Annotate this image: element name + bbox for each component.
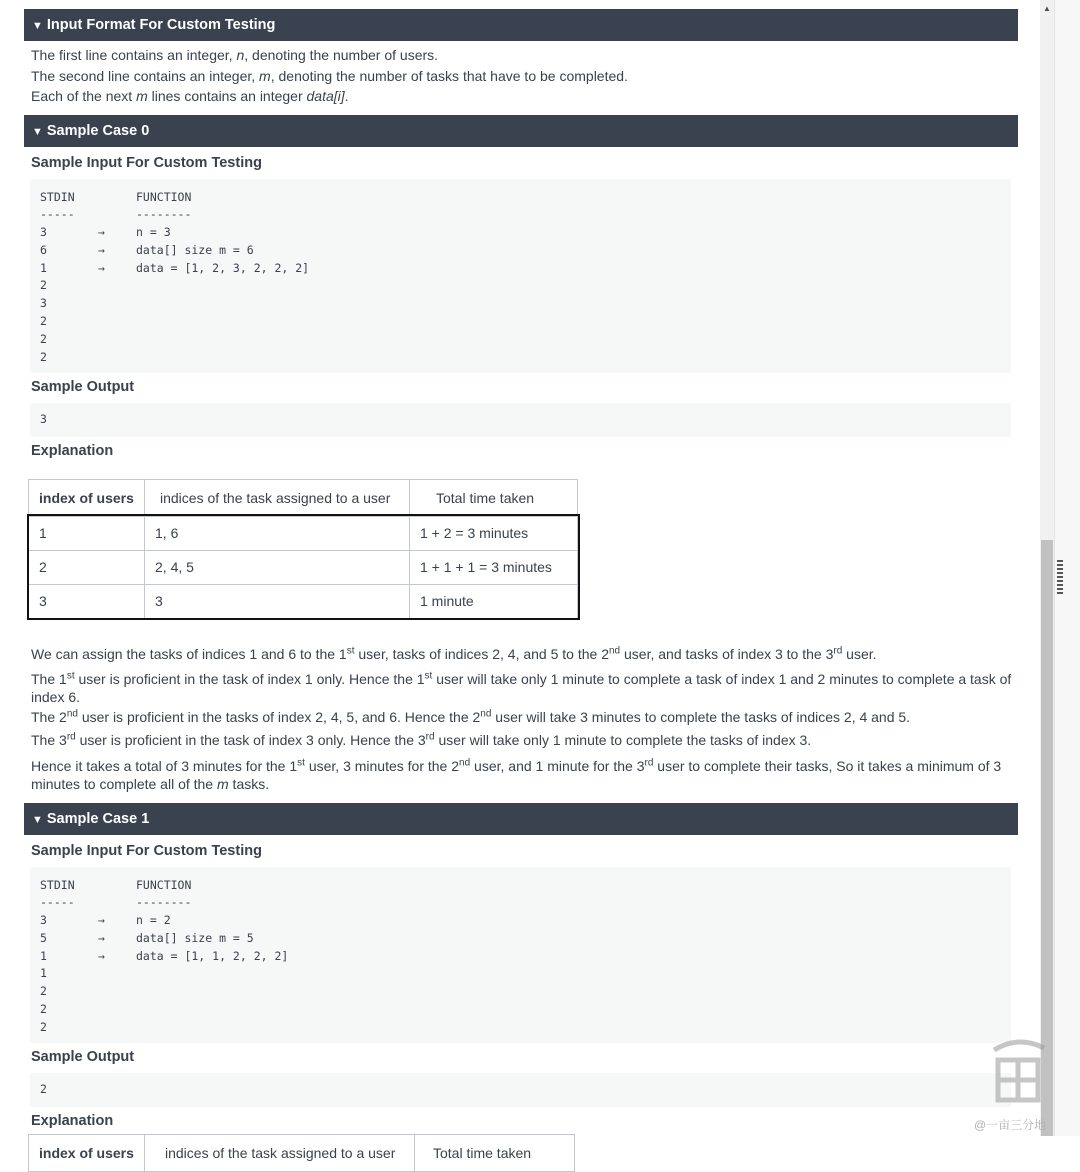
sample-case-1-title: Sample Case 1 bbox=[46, 810, 150, 827]
table-header-cell: indices of the task assigned to a user bbox=[145, 1134, 415, 1171]
code-line bbox=[40, 295, 1011, 313]
table-row bbox=[29, 584, 578, 618]
code-token: 3 bbox=[40, 913, 47, 928]
watermark-logo-icon bbox=[984, 1030, 1054, 1114]
explanation-paragraph: The 2nd user is proficient in the tasks of index 2, 4, 5, and 6. Hence the 2nd user will take 3 minutes to complete the tasks of indices 2, 4 and 5. bbox=[31, 707, 911, 725]
explanation-label: Explanation bbox=[31, 442, 114, 459]
sample-output-label: Sample Output bbox=[31, 1048, 135, 1065]
table-header-cell: Total time taken bbox=[410, 479, 578, 516]
code-line bbox=[40, 349, 1011, 367]
input-format-line-2: The second line contains an integer, m, denoting the number of tasks that have to be completed. bbox=[31, 67, 628, 84]
sample-case-0-title: Sample Case 0 bbox=[46, 122, 150, 139]
table-cell: 1, 6 bbox=[145, 516, 410, 550]
arrow-icon: → bbox=[98, 930, 105, 945]
sample-input-label: Sample Input For Custom Testing bbox=[31, 842, 262, 859]
code-line bbox=[40, 965, 1011, 983]
table-cell: 1 + 2 = 3 minutes bbox=[410, 516, 578, 550]
table-row bbox=[29, 516, 578, 550]
code-line bbox=[40, 206, 1011, 224]
sample-output-code-block bbox=[30, 403, 1011, 437]
sample-output-value: 2 bbox=[40, 1081, 47, 1096]
watermark-text: @一亩三分地 bbox=[974, 1118, 1047, 1132]
code-line bbox=[40, 260, 1011, 278]
code-token: 2 bbox=[40, 349, 47, 364]
code-token: 2 bbox=[40, 278, 47, 293]
sample-output-label: Sample Output bbox=[31, 378, 135, 395]
sample-input-code-block bbox=[30, 179, 1011, 373]
code-token: 3 bbox=[40, 225, 47, 240]
table-header-cell: indices of the task assigned to a user bbox=[145, 479, 410, 516]
code-line bbox=[40, 331, 1011, 349]
explanation-label: Explanation bbox=[31, 1112, 114, 1129]
input-format-line-1: The first line contains an integer, n, denoting the number of users. bbox=[31, 47, 439, 63]
explanation-paragraph: We can assign the tasks of indices 1 and 6 to the 1st user, tasks of indices 2, 4, and 5 to the 2nd user, and tasks of index 3 to the 3rd user. bbox=[31, 644, 877, 662]
code-line bbox=[40, 277, 1011, 295]
code-token: 2 bbox=[40, 1019, 47, 1034]
code-token: 1 bbox=[40, 948, 47, 963]
code-token: 2 bbox=[40, 331, 47, 346]
code-line bbox=[40, 1001, 1011, 1019]
code-line bbox=[40, 242, 1011, 260]
input-format-title: Input Format For Custom Testing bbox=[46, 17, 276, 33]
collapse-triangle-icon: ▼ bbox=[32, 813, 43, 826]
explanation-table bbox=[28, 1134, 575, 1172]
code-token: data = [1, 2, 3, 2, 2, 2] bbox=[136, 260, 310, 275]
code-line bbox=[40, 912, 1011, 930]
code-token: STDIN bbox=[40, 877, 75, 892]
explanation-table bbox=[28, 479, 578, 619]
table-header-cell: index of users bbox=[29, 479, 145, 516]
explanation-paragraph: The 1st user is proficient in the task of index 1 only. Hence the 1st user will take only 1 minute to complete a task of index 1 and 2 minutes to complete a task of index 6. bbox=[31, 669, 1012, 705]
sample-case-1-header[interactable] bbox=[24, 803, 1018, 835]
table-cell: 1 minute bbox=[410, 584, 578, 618]
code-token: 2 bbox=[40, 1002, 47, 1017]
code-token: data = [1, 1, 2, 2, 2] bbox=[136, 948, 289, 963]
table-cell: 2 bbox=[29, 550, 145, 584]
code-token: FUNCTION bbox=[136, 877, 192, 892]
code-token: 2 bbox=[40, 984, 47, 999]
code-line bbox=[40, 1019, 1011, 1037]
input-format-line-3: Each of the next m lines contains an integer data[i]. bbox=[31, 88, 349, 104]
explanation-paragraph: Hence it takes a total of 3 minutes for the 1st user, 3 minutes for the 2nd user, and 1 minute for the 3rd user to complete their tasks, So it takes a minimum of 3 minutes to complete all of the m tasks. bbox=[31, 756, 1002, 792]
arrow-icon: → bbox=[98, 242, 105, 257]
code-token: 1 bbox=[40, 260, 47, 275]
arrow-icon: → bbox=[98, 948, 105, 963]
code-line bbox=[40, 894, 1011, 912]
code-token: STDIN bbox=[40, 189, 75, 204]
code-token: 1 bbox=[40, 966, 47, 981]
table-header-row bbox=[29, 1134, 575, 1171]
table-cell: 1 + 1 + 1 = 3 minutes bbox=[410, 550, 578, 584]
resize-handle-icon[interactable] bbox=[1057, 560, 1063, 596]
sample-output-code-block bbox=[30, 1073, 1011, 1107]
code-token: 5 bbox=[40, 930, 47, 945]
collapse-triangle-icon: ▼ bbox=[32, 125, 43, 138]
code-line bbox=[40, 877, 1011, 895]
code-line bbox=[40, 224, 1011, 242]
scroll-up-arrow-icon[interactable]: ▲ bbox=[1043, 4, 1051, 13]
sample-input-label: Sample Input For Custom Testing bbox=[31, 154, 262, 171]
code-line bbox=[40, 313, 1011, 331]
table-cell: 3 bbox=[29, 584, 145, 618]
table-cell: 2, 4, 5 bbox=[145, 550, 410, 584]
code-line bbox=[40, 948, 1011, 966]
collapse-triangle-icon: ▼ bbox=[32, 20, 43, 32]
arrow-icon: → bbox=[98, 260, 105, 275]
arrow-icon: → bbox=[98, 913, 105, 928]
table-header-row bbox=[29, 479, 578, 516]
code-token: 6 bbox=[40, 242, 47, 257]
code-token: FUNCTION bbox=[136, 189, 192, 204]
explanation-paragraph: The 3rd user is proficient in the task of index 3 only. Hence the 3rd user will take only 1 minute to complete the tasks of index 3. bbox=[31, 730, 812, 748]
code-line bbox=[40, 189, 1011, 207]
code-token: ----- bbox=[40, 895, 75, 910]
code-token: 3 bbox=[40, 296, 47, 311]
code-token: 2 bbox=[40, 314, 47, 329]
table-header-cell: Total time taken bbox=[415, 1134, 575, 1171]
table-row bbox=[29, 550, 578, 584]
sample-case-0-header[interactable] bbox=[24, 115, 1018, 147]
table-cell: 3 bbox=[145, 584, 410, 618]
code-line bbox=[40, 930, 1011, 948]
table-header-cell: index of users bbox=[29, 1134, 145, 1171]
code-token: ----- bbox=[40, 207, 75, 222]
code-token: n = 2 bbox=[136, 913, 171, 928]
problem-content bbox=[24, 0, 1018, 1172]
sample-output-value: 3 bbox=[40, 411, 47, 426]
code-line bbox=[40, 983, 1011, 1001]
input-format-header[interactable] bbox=[24, 9, 1018, 41]
table-cell: 1 bbox=[29, 516, 145, 550]
code-token: -------- bbox=[136, 207, 192, 222]
code-token: n = 3 bbox=[136, 225, 171, 240]
code-token: data[] size m = 5 bbox=[136, 930, 254, 945]
code-token: data[] size m = 6 bbox=[136, 242, 254, 257]
code-token: -------- bbox=[136, 895, 192, 910]
arrow-icon: → bbox=[98, 225, 105, 240]
sample-input-code-block bbox=[30, 867, 1011, 1043]
